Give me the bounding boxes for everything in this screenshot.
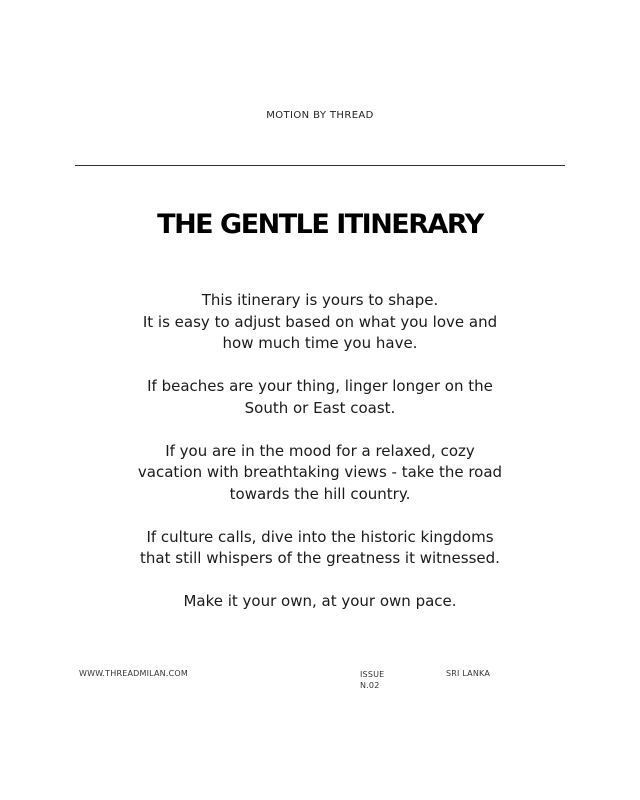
footer-location: SRI LANKA [446,669,491,678]
paragraph-line: Make it your own, at your own pace. [183,592,457,610]
footer-issue [360,669,384,691]
paragraph-line: This itinerary is yours to shape. [201,291,439,309]
paragraph-line: If culture calls, dive into the historic kingdoms [146,527,494,546]
paragraph-line: towards the hill country. [229,484,411,503]
body-copy [70,290,570,634]
paragraph-line: If you are in the mood for a relaxed, cozy [165,441,475,460]
footer-website: WWW.THREADMILAN.COM [79,669,188,678]
paragraph-closing [70,591,570,613]
paragraph-line: that still whispers of the greatness it witnessed. [140,549,500,567]
paragraph-line: vacation with breathtaking views - take the road [137,463,503,481]
page-title: THE GENTLE ITINERARY [157,209,483,240]
paragraph-hill-country [70,441,570,506]
issue-label: ISSUE [360,670,385,679]
issue-number: N.02 [360,681,380,690]
paragraph-line: If beaches are your thing, linger longer on the [147,377,493,395]
header-divider [75,165,565,166]
paragraph-line: It is easy to adjust based on what you love and [142,312,498,331]
paragraph-line: how much time you have. [222,334,418,352]
paragraph-intro [70,290,570,355]
paragraph-line: South or East coast. [244,398,396,417]
paragraph-beaches [70,376,570,419]
brand-label: MOTION BY THREAD [266,110,374,121]
paragraph-culture [70,527,570,570]
